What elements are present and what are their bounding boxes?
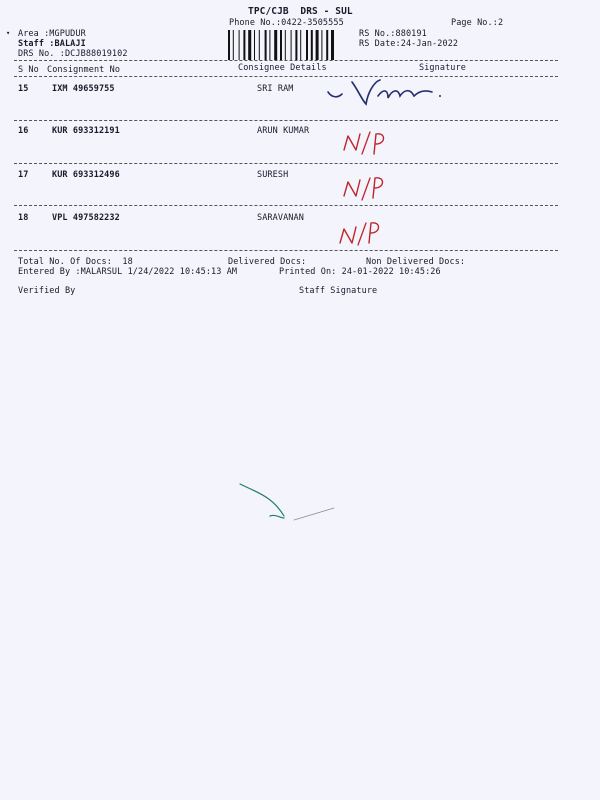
document-title: TPC/CJB DRS - SUL [248,6,353,17]
header-top-rule [14,60,558,61]
pen-scribble [236,478,346,528]
row-sno: 16 [18,126,29,136]
column-header-consignee: Consignee Details [238,63,327,73]
row-consignment: KUR 693312496 [52,170,120,180]
row-consignee: SRI RAM [257,84,294,94]
barcode-bar [269,30,270,60]
rs-date: RS Date:24-Jan-2022 [359,39,459,49]
verified-by-label: Verified By [18,286,76,296]
row-consignment: IXM 49659755 [52,84,115,94]
barcode-bar [259,30,260,60]
page-number: Page No.:2 [451,18,504,28]
barcode-bar [248,30,251,60]
barcode-bar [291,30,292,60]
barcode-bar [300,30,301,60]
delivered-docs: Delivered Docs: [228,257,307,267]
staff-label: Staff :BALAJI [18,39,86,49]
row-divider [14,205,558,206]
area-label: Area :MGPUDUR [18,29,86,39]
row-consignee: SARAVANAN [257,213,304,223]
barcode-bar [228,30,230,60]
barcode-bar [265,30,267,60]
row-sno: 18 [18,213,29,223]
barcode-bar [239,30,240,60]
header-bottom-rule [14,76,558,77]
total-docs: Total No. Of Docs: 18 [18,257,133,267]
printed-on: Printed On: 24-01-2022 10:45:26 [279,267,441,277]
table-bottom-rule [14,250,558,251]
handwritten-signature [322,74,452,114]
drs-number: DRS No. :DCJB88019102 [18,49,128,59]
barcode-bar [306,30,308,60]
not-present-mark [336,219,386,249]
barcode [228,30,356,60]
column-header-consignment: Consignment No [47,65,121,75]
barcode-bar [321,30,322,60]
barcode-bar [243,30,245,60]
entered-by: Entered By :MALARSUL 1/24/2022 10:45:13 AM [18,267,238,277]
row-sno: 15 [18,84,29,94]
row-divider [14,163,558,164]
phone-number: Phone No.:0422-3505555 [229,18,344,28]
barcode-bar [233,30,234,60]
row-consignment: VPL 497582232 [52,213,120,223]
rs-number: RS No.:880191 [359,29,427,39]
barcode-bar [254,30,255,60]
row-sno: 17 [18,170,29,180]
barcode-bar [331,30,334,60]
not-present-mark [340,128,390,158]
row-divider [14,120,558,121]
staff-signature-label: Staff Signature [299,286,378,296]
barcode-bar [285,30,286,60]
non-delivered-docs: Non Delivered Docs: [366,257,466,267]
barcode-bar [295,30,297,60]
not-present-mark [340,172,390,202]
barcode-bar [326,30,328,60]
barcode-bar [280,30,282,60]
row-consignee: SURESH [257,170,289,180]
barcode-bar [311,30,313,60]
chevron-down-icon: ▾ [6,29,11,37]
row-consignee: ARUN KUMAR [257,126,310,136]
row-consignment: KUR 693312191 [52,126,120,136]
barcode-bar [316,30,319,60]
column-header-sno: S No [18,65,39,75]
barcode-bar [274,30,277,60]
column-header-signature: Signature [419,63,466,73]
